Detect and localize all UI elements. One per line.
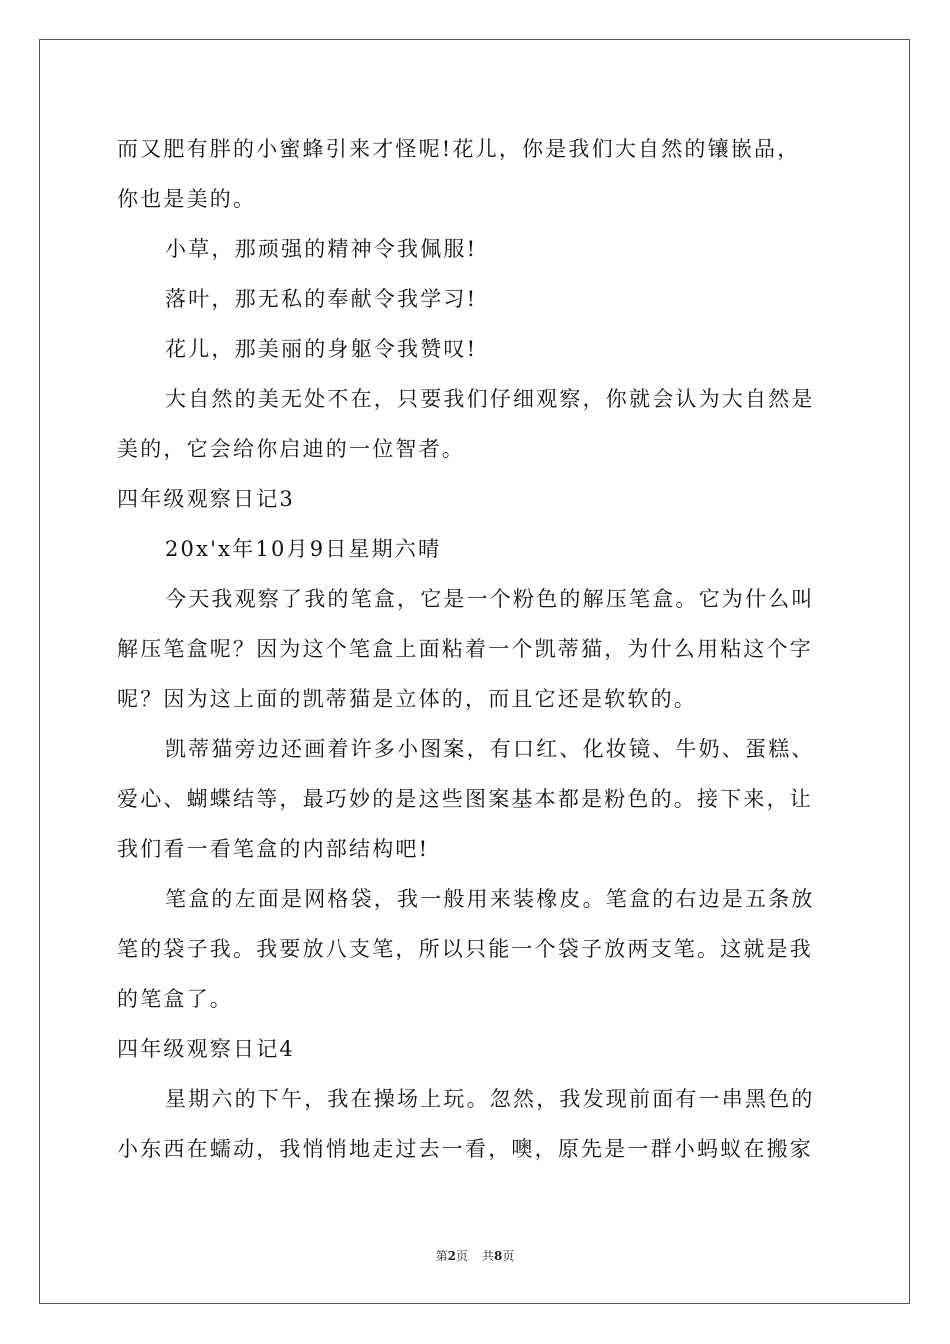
text-line: 爱心、蝴蝶结等，最巧妙的是这些图案基本都是粉色的。接下来，让: [117, 787, 813, 811]
text-line: 你也是美的。: [117, 187, 257, 211]
total-prefix: 共: [482, 1249, 495, 1263]
page-suffix: 页: [455, 1249, 468, 1263]
document-body: [117, 124, 833, 1174]
total-pages: 8: [494, 1249, 503, 1263]
page-footer: [0, 1247, 950, 1264]
text-line: 落叶，那无私的奉献令我学习!: [165, 287, 478, 311]
text-line: 星期六的下午，我在操场上玩。忽然，我发现前面有一串黑色的: [165, 1087, 815, 1111]
text-line: 呢？因为这上面的凯蒂猫是立体的，而且它还是软软的。: [117, 687, 697, 711]
text-line: 而又肥有胖的小蜜蜂引来才怪呢!花儿，你是我们大自然的镶嵌品，: [117, 137, 801, 161]
text-line: 笔盒的左面是网格袋，我一般用来装橡皮。笔盒的右边是五条放: [165, 887, 815, 911]
text-line: 凯蒂猫旁边还画着许多小图案，有口红、化妆镜、牛奶、蛋糕、: [165, 737, 815, 761]
text-line: 大自然的美无处不在，只要我们仔细观察，你就会认为大自然是: [165, 387, 815, 411]
text-line: 的笔盒了。: [117, 987, 233, 1011]
text-line: 解压笔盒呢？因为这个笔盒上面粘着一个凯蒂猫，为什么用粘这个字: [117, 637, 813, 661]
text-line: 笔的袋子我。我要放八支笔，所以只能一个袋子放两支笔。这就是我: [117, 937, 813, 961]
section-heading: 四年级观察日记3: [117, 487, 295, 511]
text-line: 今天我观察了我的笔盒，它是一个粉色的解压笔盒。它为什么叫: [165, 587, 815, 611]
text-line: 小草，那顽强的精神令我佩服!: [165, 237, 478, 261]
total-suffix: 页: [502, 1249, 515, 1263]
page-prefix: 第: [435, 1249, 448, 1263]
page-number: 2: [447, 1249, 456, 1263]
section-heading: 四年级观察日记4: [117, 1037, 295, 1061]
diary-date: 20x'x年10月9日星期六晴: [165, 537, 442, 561]
text-line: 小东西在蠕动，我悄悄地走过去一看，噢，原先是一群小蚂蚁在搬家: [117, 1137, 813, 1161]
text-line: 花儿，那美丽的身躯令我赞叹!: [165, 337, 478, 361]
text-line: 我们看一看笔盒的内部结构吧!: [117, 837, 430, 861]
text-line: 美的，它会给你启迪的一位智者。: [117, 437, 465, 461]
